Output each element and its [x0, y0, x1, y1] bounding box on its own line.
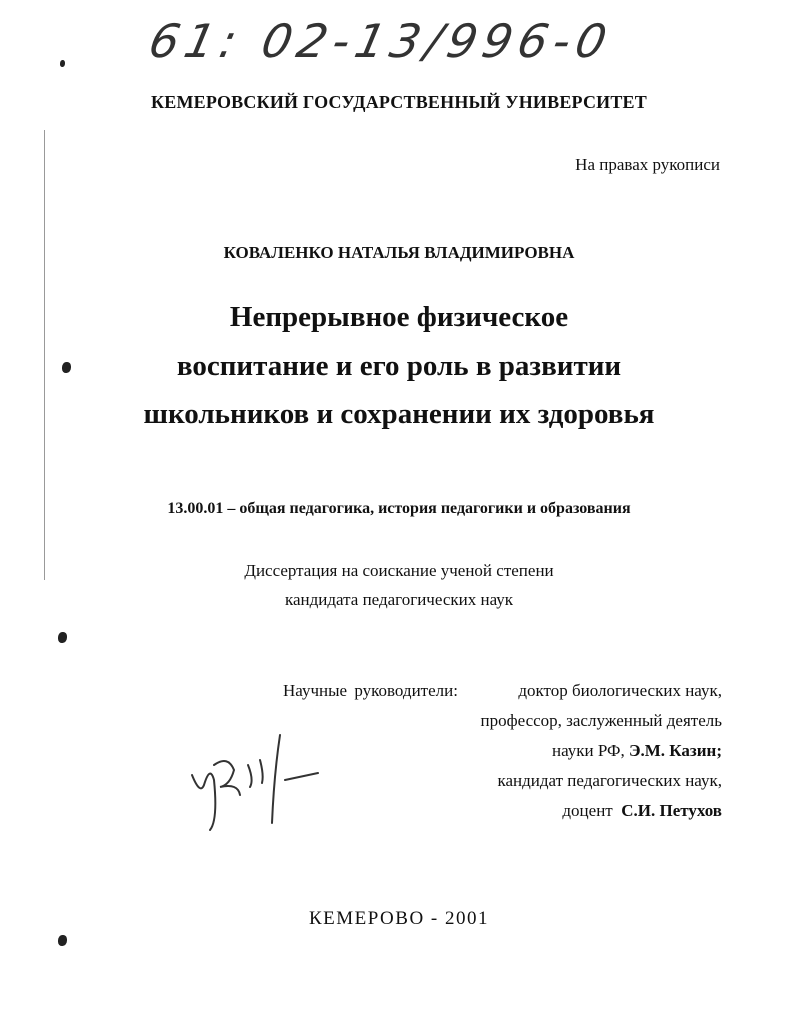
scan-speck — [58, 632, 67, 643]
supervisors-label: Научные руководители: — [283, 681, 458, 700]
supervisor-line-4: кандидат педагогических наук, — [497, 771, 722, 790]
title-line-3: школьников и сохранении их здоровья — [143, 398, 655, 430]
rights-note: На правах рукописи — [575, 155, 720, 174]
specialty-code: 13.00.01 – общая педагогика, история педагогики и образования — [167, 500, 631, 517]
supervisor-name-kazin: Э.М. Казин; — [628, 741, 722, 760]
title-line-1: Непрерывное физическое — [229, 301, 569, 333]
supervisor-line-5-prefix: доцент — [562, 801, 622, 820]
supervisor-line-3 — [552, 741, 722, 761]
university-name: КЕМЕРОВСКИЙ ГОСУДАРСТВЕННЫЙ УНИВЕРСИТЕТ — [151, 92, 647, 112]
handwritten-signature — [190, 725, 340, 835]
dissertation-line-1: Диссертация на соискание ученой степени — [244, 561, 554, 580]
supervisor-line-2: профессор, заслуженный деятель — [480, 711, 722, 730]
title-line-2: воспитание и его роль в развитии — [176, 350, 622, 382]
scan-speck — [60, 60, 65, 67]
supervisor-name-petukhov: С.И. Петухов — [621, 801, 722, 820]
supervisor-line-1: доктор биологических наук, — [518, 681, 722, 700]
scan-speck — [58, 935, 67, 946]
author-name: КОВАЛЕНКО НАТАЛЬЯ ВЛАДИМИРОВНА — [223, 243, 575, 262]
city-year: КЕМЕРОВО - 2001 — [308, 908, 490, 929]
archive-mark-handwritten: 61: 02-13/996-0 — [144, 14, 618, 68]
dissertation-line-2: кандидата педагогических наук — [284, 590, 514, 609]
supervisor-line-5 — [562, 801, 722, 821]
supervisor-line-3-prefix: науки РФ, — [552, 741, 629, 760]
